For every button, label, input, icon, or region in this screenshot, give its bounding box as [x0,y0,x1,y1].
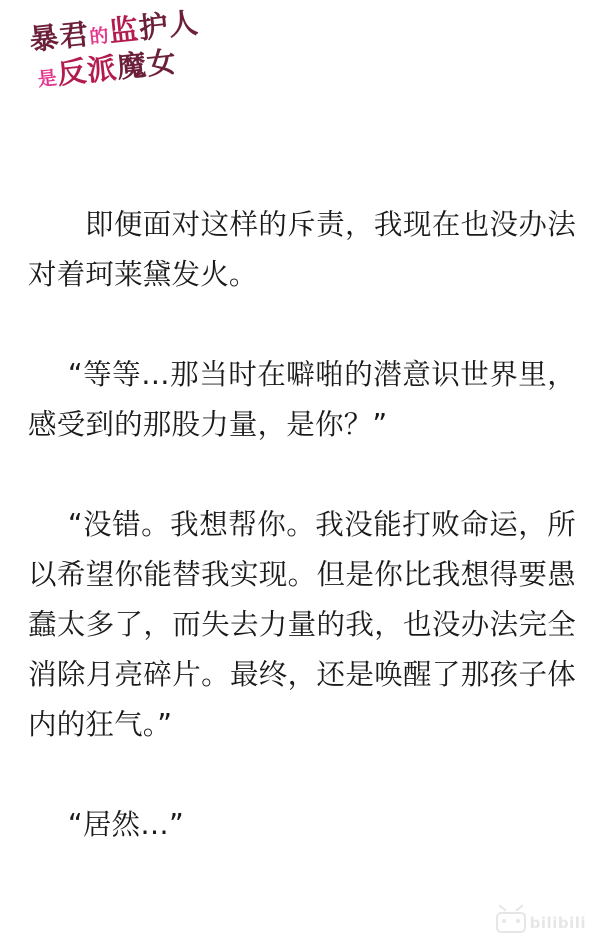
bilibili-tv-icon [496,912,526,933]
story-text-block [28,200,576,850]
title-segment-4: 护人 [137,5,201,46]
title-segment-5: 是 [36,66,59,91]
paragraph-dialogue-2: “没错。我想帮你。我没能打败命运，所以希望你能替我实现。但是你比我想得要愚蠢太多了，而失去力量的我，也没办法完全消除月亮碎片。最终，还是唤醒了那孩子体内的狂气。” [28,508,576,741]
paragraph-dialogue-1: “等等…那当时在噼啪的潜意识世界里，感受到的那股力量，是你？” [28,358,576,441]
title-segment-2: 的 [88,24,111,49]
bilibili-watermark-label: bilibili [529,913,586,932]
bilibili-icon-eye-left [502,919,506,923]
bilibili-icon-eye-right [516,919,520,923]
series-title-logo [27,5,228,98]
title-segment-7: 魔女 [115,44,179,85]
title-segment-6: 反派 [55,50,119,91]
title-segment-3: 监 [107,11,141,49]
paragraph-dialogue-3: “居然…” [67,808,184,841]
paragraph-narration: 即便面对这样的斥责，我现在也没办法对着珂莱黛发火。 [28,208,576,291]
bilibili-watermark [496,912,586,933]
title-segment-1: 暴君 [27,16,91,57]
